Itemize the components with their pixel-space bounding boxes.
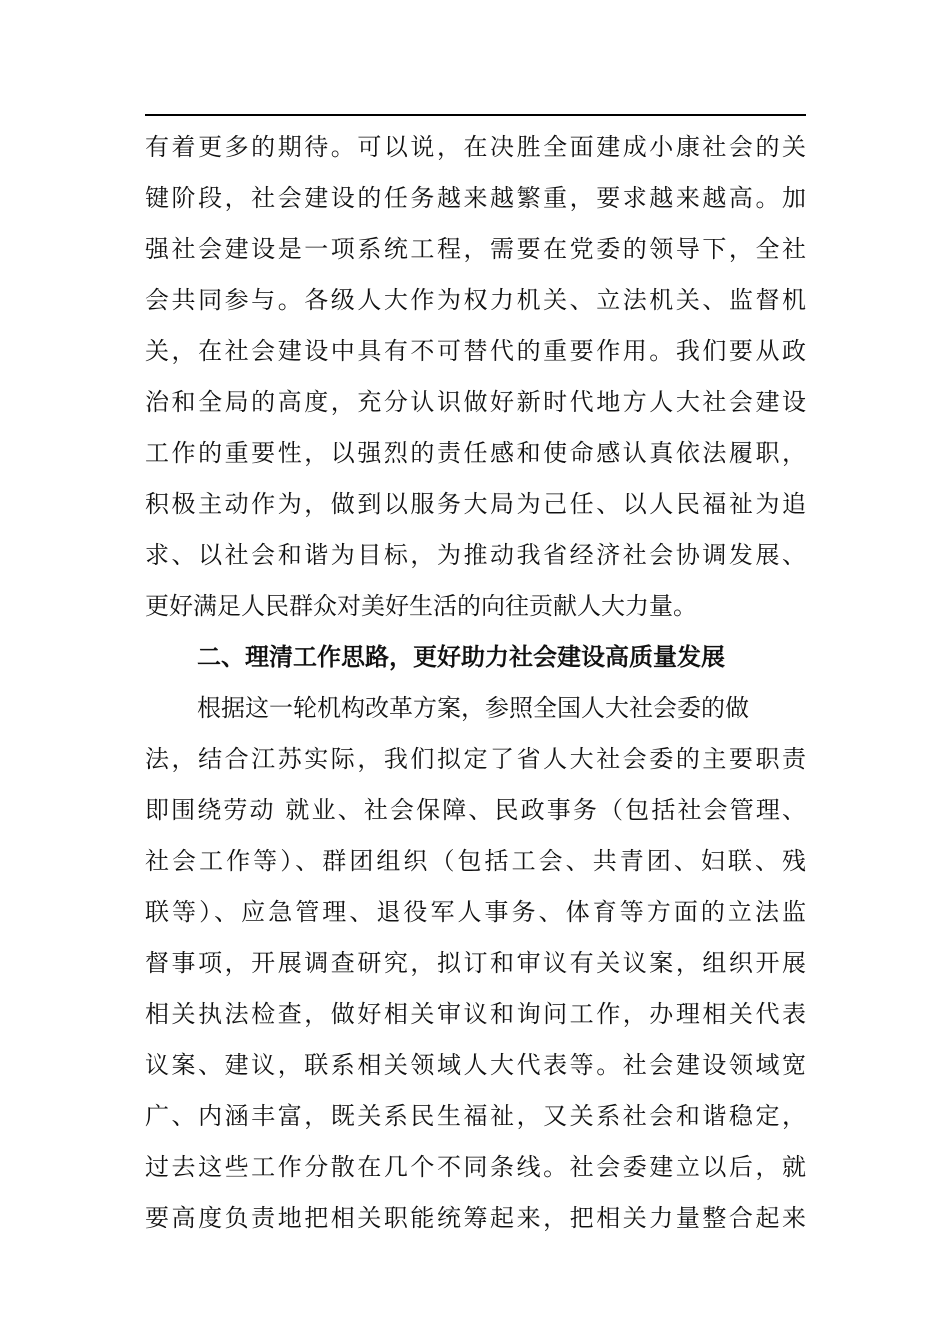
section-heading: 二、理清工作思路，更好助力社会建设高质量发展 <box>197 643 725 671</box>
paragraph-2-line: 根据这一轮机构改革方案，参照全国人大社会委的做 <box>197 694 749 722</box>
header-rule <box>145 114 806 116</box>
paragraph-1-line: 强社会建设是一项系统工程，需要在党委的领导下，全社 <box>145 235 806 263</box>
document-body <box>145 122 806 1244</box>
paragraph-1-line: 求、以社会和谐为目标，为推动我省经济社会协调发展、 <box>145 541 806 569</box>
paragraph-2-line: 广、内涵丰富，既关系民生福祉，又关系社会和谐稳定， <box>145 1102 806 1130</box>
paragraph-1-line: 关，在社会建设中具有不可替代的重要作用。我们要从政 <box>145 337 806 365</box>
paragraph-2-line: 法，结合江苏实际，我们拟定了省人大社会委的主要职责 <box>145 745 806 773</box>
paragraph-2-line: 相关执法检查，做好相关审议和询问工作，办理相关代表 <box>145 1000 806 1028</box>
paragraph-1-line: 有着更多的期待。可以说，在决胜全面建成小康社会的关 <box>145 133 806 161</box>
paragraph-1-line: 治和全局的高度，充分认识做好新时代地方人大社会建设 <box>145 388 806 416</box>
paragraph-2-line: 督事项，开展调查研究，拟订和审议有关议案，组织开展 <box>145 949 806 977</box>
paragraph-1-line: 会共同参与。各级人大作为权力机关、立法机关、监督机 <box>145 286 806 314</box>
paragraph-1-line: 键阶段，社会建设的任务越来越繁重，要求越来越高。加 <box>145 184 806 212</box>
paragraph-2-line: 过去这些工作分散在几个不同条线。社会委建立以后，就 <box>145 1153 806 1181</box>
paragraph-2-line: 社会工作等）、群团组织（包括工会、共青团、妇联、残 <box>145 847 806 875</box>
paragraph-2-line: 议案、建议，联系相关领域人大代表等。社会建设领域宽 <box>145 1051 806 1079</box>
paragraph-1-line: 更好满足人民群众对美好生活的向往贡献人大力量。 <box>145 592 697 620</box>
paragraph-1-line: 工作的重要性，以强烈的责任感和使命感认真依法履职， <box>145 439 806 467</box>
paragraph-1-line: 积极主动作为，做到以服务大局为己任、以人民福祉为追 <box>145 490 806 518</box>
paragraph-2-line: 联等）、应急管理、退役军人事务、体育等方面的立法监 <box>145 898 806 926</box>
paragraph-2-line: 即围绕劳动 就业、社会保障、民政事务（包括社会管理、 <box>145 796 806 824</box>
paragraph-2-line: 要高度负责地把相关职能统筹起来，把相关力量整合起来 <box>145 1204 806 1232</box>
